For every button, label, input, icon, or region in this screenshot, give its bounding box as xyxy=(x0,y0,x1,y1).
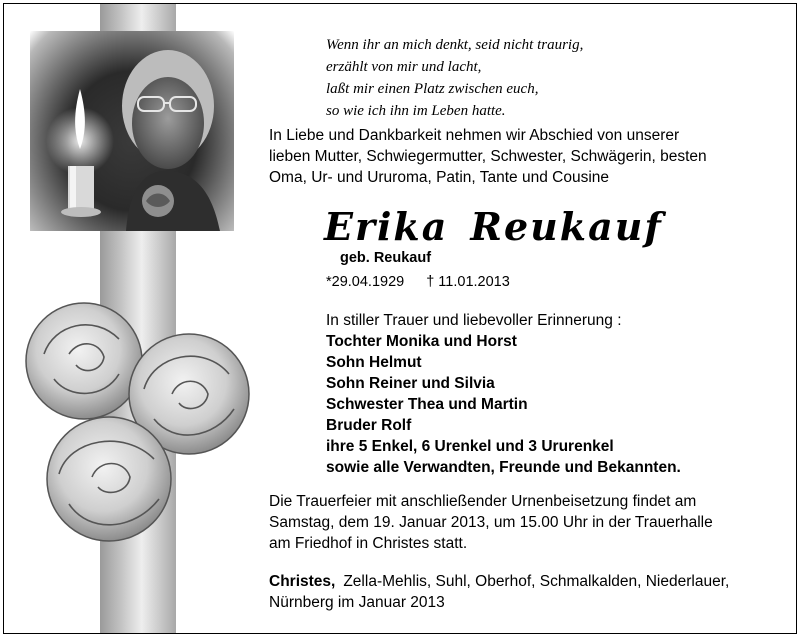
death-date: † 11.01.2013 xyxy=(426,274,510,290)
intro-line: In Liebe und Dankbarkeit nehmen wir Abschied von unserer xyxy=(269,127,680,144)
mourner-line: ihre 5 Enkel, 6 Urenkel und 3 Ururenkel xyxy=(326,438,614,455)
first-name: Erika xyxy=(324,204,449,249)
rose-bottom xyxy=(47,417,171,541)
deceased-name xyxy=(324,204,663,249)
mourner-line: Sohn Reiner und Silvia xyxy=(326,375,495,392)
rose-top-left xyxy=(26,303,142,419)
life-dates xyxy=(326,274,510,290)
funeral-details xyxy=(269,491,794,554)
intro-text xyxy=(269,125,794,188)
obituary-notice xyxy=(3,3,797,634)
funeral-line: am Friedhof in Christes statt. xyxy=(269,535,468,552)
birth-name: geb. Reukauf xyxy=(340,250,432,266)
funeral-line: Samstag, dem 19. Januar 2013, um 15.00 Uhr in der Trauerhalle xyxy=(269,514,713,531)
poem-line: erzählt von mir und lacht, xyxy=(326,59,482,75)
intro-line: Oma, Ur- und Ururoma, Patin, Tante und Cousine xyxy=(269,169,610,186)
mourners-section xyxy=(326,310,796,478)
mourner-line: Sohn Helmut xyxy=(326,354,422,371)
place-and-date xyxy=(269,571,794,613)
candle-and-portrait-image xyxy=(30,31,234,231)
poem xyxy=(326,34,746,122)
place-date-line: Nürnberg im Januar 2013 xyxy=(269,594,445,611)
birth-date: *29.04.1929 xyxy=(326,274,405,290)
mourner-line: Tochter Monika und Horst xyxy=(326,333,517,350)
mourner-line: sowie alle Verwandten, Freunde und Bekannten. xyxy=(326,459,681,476)
town-name: Christes, xyxy=(269,573,336,590)
poem-line: Wenn ihr an mich denkt, seid nicht traurig, xyxy=(326,37,584,53)
places-line xyxy=(269,571,794,592)
mourner-line: Schwester Thea und Martin xyxy=(326,396,528,413)
mourner-line: Bruder Rolf xyxy=(326,417,412,434)
poem-line: so wie ich ihn im Leben hatte. xyxy=(326,103,506,119)
roses-image xyxy=(24,299,254,549)
mourners-heading: In stiller Trauer und liebevoller Erinnerung : xyxy=(326,312,622,329)
poem-line: laßt mir einen Platz zwischen euch, xyxy=(326,81,539,97)
intro-line: lieben Mutter, Schwiegermutter, Schwester, Schwägerin, besten xyxy=(269,148,707,165)
funeral-line: Die Trauerfeier mit anschließender Urnenbeisetzung findet am xyxy=(269,493,697,510)
other-places: Zella-Mehlis, Suhl, Oberhof, Schmalkalden, Niederlauer, xyxy=(343,573,730,590)
portrait-photo xyxy=(30,31,234,231)
last-name: Reukauf xyxy=(470,204,663,249)
